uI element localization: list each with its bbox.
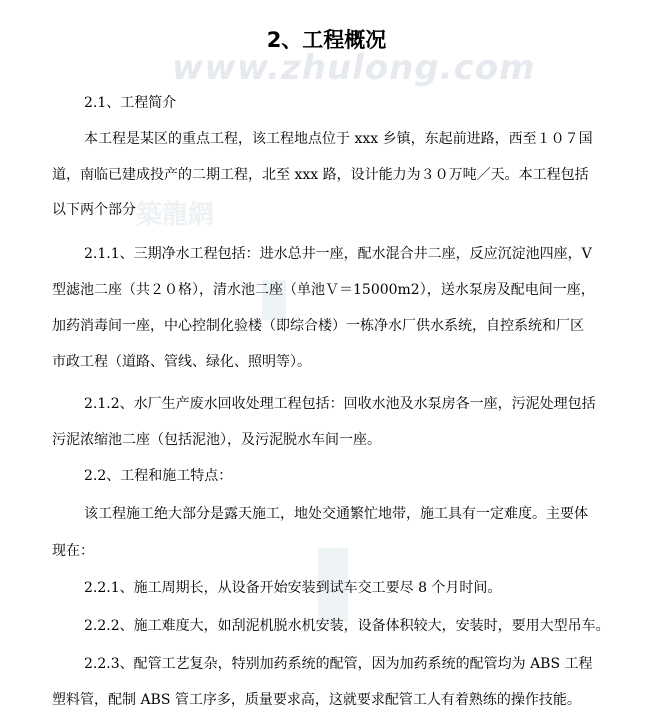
paragraph-line: 污泥浓缩池二座（包括泥池），及污泥脱水车间一座。 <box>52 432 381 448</box>
page-title: 2、工程概况 <box>266 28 387 52</box>
paragraph-line: 塑料管，配制 ABS 管工序多，质量要求高，这就要求配管工人有着熟练的操作技能。 <box>52 692 581 708</box>
paragraph-line: 2.1.2、水厂生产废水回收处理工程包括：回收水池及水泵房各一座，污泥处理包括 <box>84 396 596 412</box>
paragraph-line: 加药消毒间一座，中心控制化验楼（即综合楼）一栋净水厂供水系统，自控系统和厂区 <box>52 318 584 334</box>
section-heading: 2.1、工程简介 <box>84 95 177 111</box>
paragraph-line: 型滤池二座（共２０格），清水池二座（单池Ｖ＝15000m2），送水泵房及配电间一座， <box>52 282 595 298</box>
paragraph-line: 现在： <box>52 543 94 559</box>
paragraph-line: 道，南临已建成投产的二期工程，北至 xxx 路，设计能力为３０万吨／天。本工程包括 <box>52 167 589 183</box>
watermark-logo-text: 築龍網 <box>136 200 215 230</box>
paragraph-line: 本工程是某区的重点工程，该工程地点位于 xxx 乡镇，东起前进路，西至１０７国 <box>84 131 593 147</box>
paragraph-line: 2.2.1、施工周期长，从设备开始安装到试车交工要尽 8 个月时间。 <box>84 580 502 596</box>
paragraph-line: 2.2.2、施工难度大，如刮泥机脱水机安装，设备体积较大，安装时，要用大型吊车。 <box>84 618 610 634</box>
paragraph-line: 该工程施工绝大部分是露天施工，地处交通繁忙地带，施工具有一定难度。主要体 <box>84 506 588 522</box>
watermark: www.zhulong.com <box>172 48 536 88</box>
paragraph-line: 市政工程（道路、管线、绿化、照明等）。 <box>52 354 311 370</box>
section-heading: 2.2、工程和施工特点： <box>84 468 233 484</box>
paragraph-line: 以下两个部分 <box>52 202 136 218</box>
paragraph-line: 2.2.3、配管工艺复杂，特别加药系统的配管，因为加药系统的配管均为 ABS 工程 <box>84 656 593 672</box>
paragraph-line: 2.1.1、三期净水工程包括：进水总井一座，配水混合井二座，反应沉淀池四座，V <box>84 246 592 262</box>
